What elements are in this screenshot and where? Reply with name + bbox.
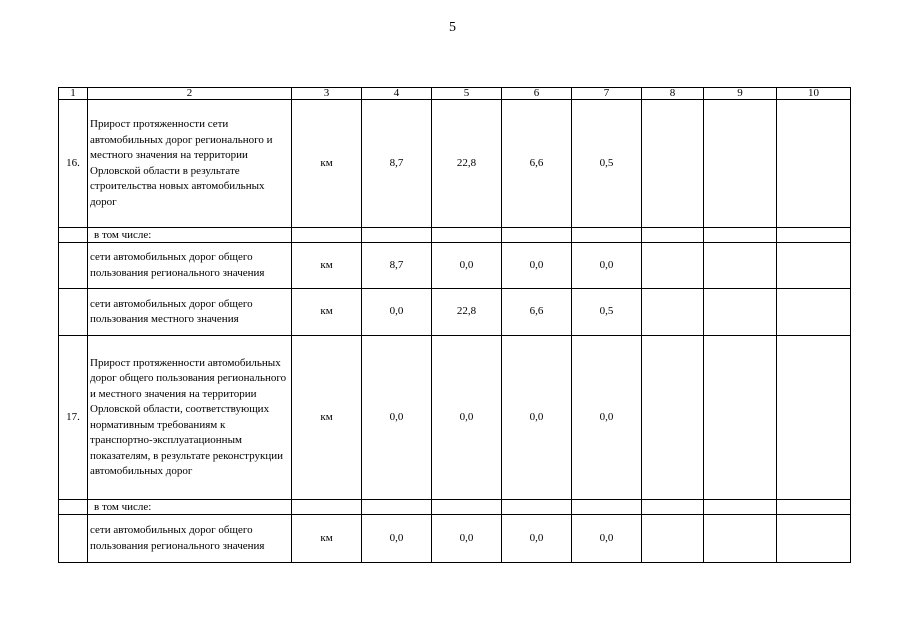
unit-cell: км: [292, 289, 362, 336]
empty-cell: [704, 500, 777, 515]
empty-cell: [362, 228, 432, 243]
empty-cell: [777, 289, 851, 336]
empty-cell: [704, 243, 777, 289]
value-cell: 0,0: [362, 289, 432, 336]
indicator-description: сети автомобильных дорог общего пользования регионального значения: [88, 515, 292, 563]
empty-cell: [642, 500, 704, 515]
row-number: 16.: [59, 100, 88, 228]
column-header: 9: [704, 88, 777, 100]
empty-cell: [292, 500, 362, 515]
column-header: 3: [292, 88, 362, 100]
column-header: 2: [88, 88, 292, 100]
value-cell: 0,0: [362, 336, 432, 500]
empty-cell: [362, 500, 432, 515]
empty-cell: [704, 336, 777, 500]
indicator-description: сети автомобильных дорог общего пользования регионального значения: [88, 243, 292, 289]
empty-cell: [642, 228, 704, 243]
empty-cell: [777, 336, 851, 500]
empty-cell: [292, 228, 362, 243]
empty-cell: [777, 100, 851, 228]
value-cell: 0,5: [572, 100, 642, 228]
empty-cell: [704, 228, 777, 243]
value-cell: 0,0: [572, 243, 642, 289]
value-cell: 0,0: [572, 336, 642, 500]
value-cell: 0,5: [572, 289, 642, 336]
subheading: в том числе:: [88, 500, 292, 515]
empty-cell: [704, 100, 777, 228]
subheading: в том числе:: [88, 228, 292, 243]
column-header: 6: [502, 88, 572, 100]
unit-cell: км: [292, 243, 362, 289]
column-header: 5: [432, 88, 502, 100]
value-cell: 0,0: [432, 243, 502, 289]
table-row: [59, 100, 851, 228]
empty-cell: [572, 500, 642, 515]
empty-cell: [432, 500, 502, 515]
column-number-row: [59, 88, 851, 100]
empty-cell: [642, 243, 704, 289]
empty-cell: [642, 336, 704, 500]
table-row: [59, 515, 851, 563]
empty-cell: [704, 515, 777, 563]
empty-cell: [777, 515, 851, 563]
empty-cell: [777, 228, 851, 243]
column-header: 8: [642, 88, 704, 100]
empty-cell: [502, 500, 572, 515]
empty-cell: [59, 228, 88, 243]
value-cell: 0,0: [432, 515, 502, 563]
column-header: 4: [362, 88, 432, 100]
table-row: [59, 500, 851, 515]
value-cell: 0,0: [572, 515, 642, 563]
empty-cell: [704, 289, 777, 336]
page-number: 5: [449, 20, 456, 35]
value-cell: 0,0: [432, 336, 502, 500]
table-row: [59, 243, 851, 289]
indicator-description: сети автомобильных дорог общего пользования местного значения: [88, 289, 292, 336]
empty-cell: [572, 228, 642, 243]
value-cell: 6,6: [502, 289, 572, 336]
value-cell: 8,7: [362, 243, 432, 289]
empty-cell: [502, 228, 572, 243]
empty-cell: [59, 500, 88, 515]
value-cell: 0,0: [502, 515, 572, 563]
column-header: 1: [59, 88, 88, 100]
empty-cell: [59, 515, 88, 563]
value-cell: 0,0: [502, 243, 572, 289]
empty-cell: [642, 100, 704, 228]
value-cell: 8,7: [362, 100, 432, 228]
value-cell: 6,6: [502, 100, 572, 228]
table-row: [59, 336, 851, 500]
value-cell: 22,8: [432, 100, 502, 228]
table-row: [59, 228, 851, 243]
column-header: 10: [777, 88, 851, 100]
empty-cell: [777, 500, 851, 515]
empty-cell: [59, 289, 88, 336]
indicators-table: [58, 87, 851, 563]
empty-cell: [642, 515, 704, 563]
empty-cell: [59, 243, 88, 289]
empty-cell: [777, 243, 851, 289]
indicator-description: Прирост протяженности сети автомобильных дорог регионального и местного значения на территории Орловской области в результате строительства новых автомобильных дорог: [88, 100, 292, 228]
empty-cell: [432, 228, 502, 243]
value-cell: 0,0: [502, 336, 572, 500]
unit-cell: км: [292, 100, 362, 228]
indicator-description: Прирост протяженности автомобильных дорог общего пользования регионального и местного значения на территории Орловской области, соответствующих нормативным требованиям к транспортно-эксплуатационным показателям, в результате реконструкции автомобильных дорог: [88, 336, 292, 500]
empty-cell: [642, 289, 704, 336]
row-number: 17.: [59, 336, 88, 500]
value-cell: 22,8: [432, 289, 502, 336]
unit-cell: км: [292, 336, 362, 500]
table-row: [59, 289, 851, 336]
value-cell: 0,0: [362, 515, 432, 563]
unit-cell: км: [292, 515, 362, 563]
column-header: 7: [572, 88, 642, 100]
